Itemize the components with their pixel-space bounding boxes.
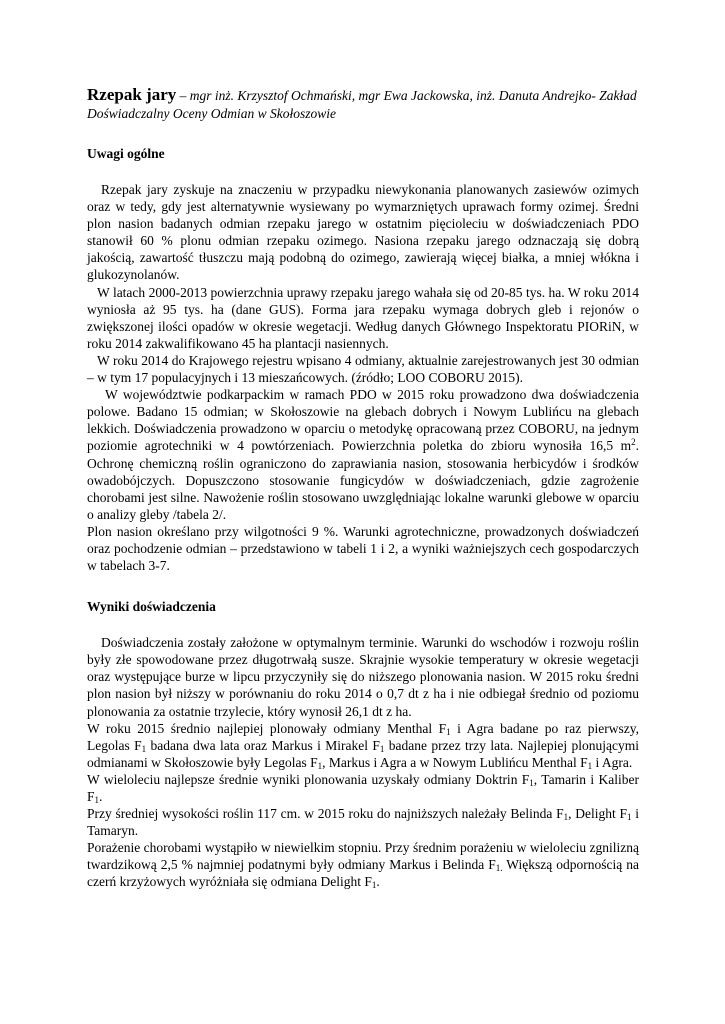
text-run: , Markus i Agra a w Nowym Lublińcu Menthal F <box>322 754 588 770</box>
document-title: Rzepak jary <box>87 85 177 104</box>
text-run: Porażenie chorobami wystąpiło w niewielkim stopniu. Przy średnim porażeniu w wieloleciu zgnilizną twardzikową 2,5 % najmniej podatnymi były odmiany Markus i Belinda F <box>87 840 639 873</box>
text-run: , Tamarin i Kaliber F <box>87 771 639 804</box>
text-run: i Tamaryn. <box>87 806 639 839</box>
paragraph-best-yield <box>87 720 639 771</box>
paragraph-intro: Rzepak jary zyskuje na znaczeniu w przypadku niewykonania planowanych zasiewów ozimych oraz w tedy, gdy jest alternatywnie wysiewany po wymarzniętych uprawach formy ozimej. Średni plon nasion badanych odmian rzepaku jarego w ostatnim pięcioleciu w doświadczeniach PDO stanowił 60 % plonu odmian rzepaku ozimego. Nasiona rzepaku jarego odznaczają się dobrą jakością, zawartość tłuszczu mają podobną do ozimego, zawierają więcej białka, a mniej włókna i glukozynolanów. <box>87 182 639 283</box>
subscript: 1 <box>563 812 569 823</box>
subscript: 1 <box>141 743 147 754</box>
authors-line: – mgr inż. Krzysztof Ochmański, mgr Ewa Jackowska, inż. Danuta Andrejko- Zakład Doświadczalny Oceny Odmian w Skołoszowie <box>87 88 637 121</box>
section-heading-general: Uwagi ogólne <box>87 146 165 161</box>
text-run: i Agra. <box>592 754 633 770</box>
text-run: , Delight F <box>568 806 627 822</box>
text-run: W wieloleciu najlepsze średnie wyniki plonowania uzyskały odmiany Doktrin F <box>87 771 530 787</box>
trials-text-b: . Ochronę chemiczną roślin ograniczono do zaprawiania nasion, stosowania herbicydów i środków owadobójczych. Dopuszczono stosowanie fungicydów w doświadczeniach, gdzie zagrożenie chorobami jest silne. Nawożenie roślin stosowano uwzględniając lokalne warunki glebowe w oparciu o analizy gleby /tabela 2/. <box>87 438 639 522</box>
paragraph-moisture: Plon nasion określano przy wilgotności 9 %. Warunki agrotechniczne, prowadzonych doświadczeń oraz pochodzenie odmian – przedstawiono w tabeli 1 i 2, a wyniki ważniejszych cech gospodarczych w tabelach 3-7. <box>87 523 639 574</box>
subscript: 1 <box>529 777 534 788</box>
subscript: 1 <box>379 743 385 754</box>
trials-text-a: W województwie podkarpackim w ramach PDO w 2015 roku prowadzono dwa doświadczenia polowe. Badano 15 odmian; w Skołoszowie na glebach dobrych i Nowym Lublińcu na glebach lekkich. Doświadczenia prowadzono w oparciu o metodykę opracowaną przez COBORU, na jednym poziomie agrotechniki w 4 powtórzeniach. Powierzchnia poletka do zbioru wynosiła 16,5 m <box>87 387 639 454</box>
text-run: W roku 2015 średnio najlepiej plonowały odmiany Menthal F <box>87 720 447 736</box>
paragraph-acreage: W latach 2000-2013 powierzchnia uprawy rzepaku jarego wahała się od 20-85 tys. ha. W roku 2014 wyniosła aż 95 tys. ha (dane GUS). Forma jara rzepaku wymaga dobrych gleb i rejonów o zwiększonej ilości opadów w okresie wegetacji. Według danych Głównego Inspektoratu PIORiN, w roku 2014 zakwalifikowano 45 ha plantacji nasiennych. <box>87 284 639 351</box>
section-heading-results: Wyniki doświadczenia <box>87 599 216 615</box>
document-body <box>87 86 639 891</box>
paragraph-multiyear <box>87 771 639 805</box>
subscript: 1 <box>94 795 100 805</box>
subscript: 1 <box>587 760 593 771</box>
paragraph-trials <box>87 386 639 523</box>
subscript: 1 <box>371 880 377 891</box>
text-run: . <box>376 874 380 890</box>
subscript: 1 <box>626 812 632 823</box>
subscript: 1. <box>495 863 503 874</box>
subscript: 1 <box>317 760 323 771</box>
superscript-2: 2 <box>631 437 636 448</box>
paragraph-diseases <box>87 839 639 890</box>
text-run: . <box>99 789 103 804</box>
text-run: Większą odpornością na czerń krzyżowych wyróżniała się odmiana Delight F <box>87 857 639 890</box>
title-block <box>87 86 639 122</box>
text-run: badane przez trzy lata. Najlepiej plonującymi odmianami w Skołoszowie były Legolas F <box>87 737 640 770</box>
paragraph-height <box>87 805 639 839</box>
paragraph-register: W roku 2014 do Krajowego rejestru wpisano 4 odmiany, aktualnie zarejestrowanych jest 30 odmian – w tym 17 populacyjnych i 13 mieszańcowych. (źródło; LOO COBORU 2015). <box>87 352 639 386</box>
text-run: i Agra badane po raz pierwszy, Legolas F <box>87 720 639 753</box>
text-run: Przy średniej wysokości roślin 117 cm. w 2015 roku do najniższych należały Belinda F <box>87 806 564 822</box>
text-run: badana dwa lata oraz Markus i Mirakel F <box>146 737 380 753</box>
paragraph-conditions: Doświadczenia zostały założone w optymalnym terminie. Warunki do wschodów i rozwoju roślin były złe spowodowane przez długotrwałą susze. Skrajnie wysokie temperatury w okresie wegetacji oraz występujące burze w lipcu przyczyniły się do niższego plonowania nasion. W 2015 roku średni plon nasion był niższy w porównaniu do roku 2014 o 0,7 dt z ha i nie odbiegał średnio od poziomu plonowania za ostatnie trzylecie, który wynosił 26,1 dt z ha. <box>87 635 639 719</box>
subscript: 1 <box>446 726 451 737</box>
